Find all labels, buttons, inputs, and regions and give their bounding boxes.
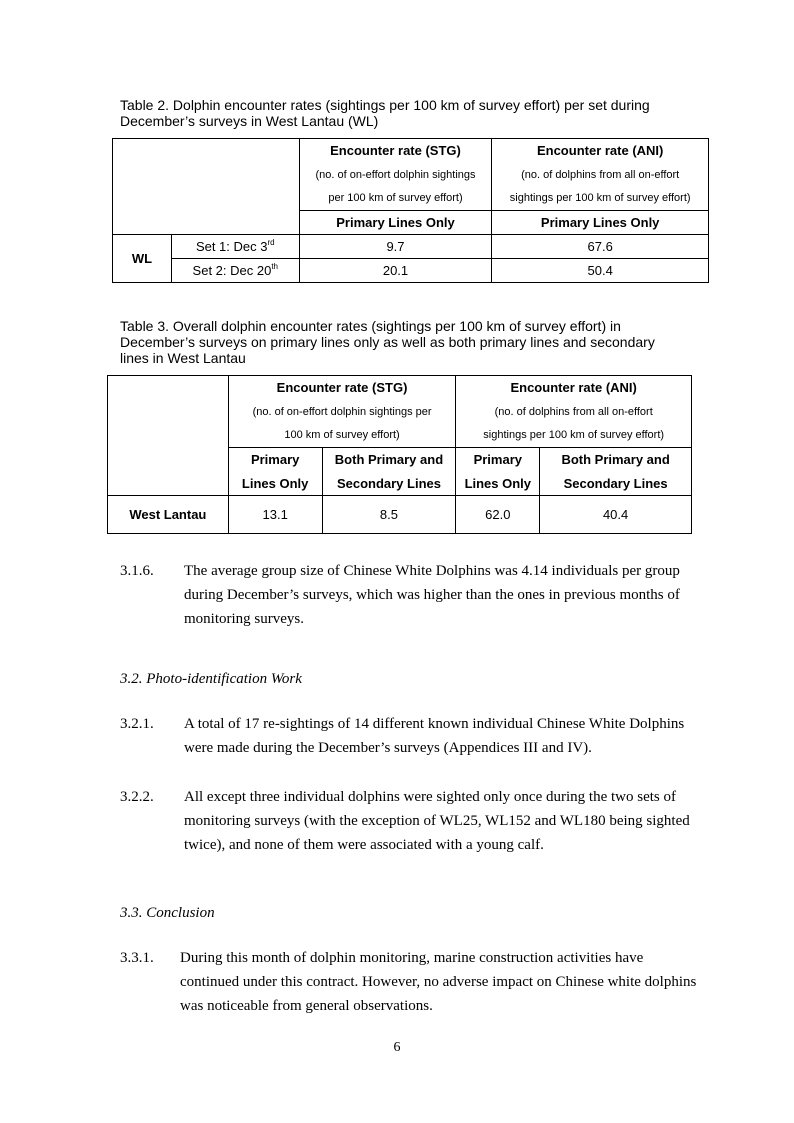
table3-stg-header: Encounter rate (STG): [228, 376, 456, 400]
table3-row-label: West Lantau: [108, 496, 229, 534]
table2-ani-value: 50.4: [492, 259, 709, 283]
table-row: [108, 496, 692, 534]
table2-stg-header: Encounter rate (STG): [299, 139, 492, 163]
table3-caption-line3: lines in West Lantau: [120, 350, 246, 366]
table-row: [113, 259, 709, 283]
table2-set-label: [171, 259, 299, 283]
table2-caption: [120, 97, 710, 129]
table2-ani-subtitle-1: (no. of dolphins from all on-effort: [492, 163, 709, 187]
table2-stg-value: 9.7: [299, 235, 492, 259]
table2-stg-value: 20.1: [299, 259, 492, 283]
table3-ani-primary-value: 62.0: [456, 496, 540, 534]
paragraph-3-1-6: [120, 559, 720, 631]
table3-stg-both-header-1: Both Primary and: [322, 448, 456, 472]
set-name: Set 2: Dec 20: [192, 263, 272, 278]
table2-area-label: WL: [113, 235, 172, 283]
table3-stg-both-value: 8.5: [322, 496, 456, 534]
paragraph-text: A total of 17 re-sightings of 14 different known individual Chinese White Dolphins were made during the December’s surveys (Appendices III and IV).: [184, 716, 685, 756]
table3-ani-subtitle-2: sightings per 100 km of survey effort): [456, 424, 692, 448]
paragraph-number: 3.1.6.: [120, 563, 154, 579]
page-number: 6: [393, 1040, 401, 1055]
table3-ani-both-header-1: Both Primary and: [540, 448, 692, 472]
paragraph-number: 3.3.1.: [120, 950, 154, 966]
table3-ani-header: Encounter rate (ANI): [456, 376, 692, 400]
table2-stg-subtitle-1: (no. of on-effort dolphin sightings: [299, 163, 492, 187]
section-heading-3-2: 3.2. Photo-identification Work: [120, 671, 302, 687]
table3-stg-primary-header-1: Primary: [228, 448, 322, 472]
table3-caption-line1: Table 3. Overall dolphin encounter rates (sightings per 100 km of survey effort) in: [120, 318, 621, 334]
table3-empty-corner: [108, 376, 229, 496]
table2-caption-line2: December’s surveys in West Lantau (WL): [120, 113, 379, 129]
table3-stg-subtitle-2: 100 km of survey effort): [228, 424, 456, 448]
paragraph-3-2-1: [120, 712, 720, 760]
table3-ani-both-header-2: Secondary Lines: [540, 472, 692, 496]
paragraph-number: 3.2.2.: [120, 789, 154, 805]
table3-stg-both-header-2: Secondary Lines: [322, 472, 456, 496]
paragraph-3-2-2: [120, 785, 720, 857]
table2-set-label: [171, 235, 299, 259]
table3-ani-subtitle-1: (no. of dolphins from all on-effort: [456, 400, 692, 424]
table3-stg-subtitle-1: (no. of on-effort dolphin sightings per: [228, 400, 456, 424]
paragraph-text: During this month of dolphin monitoring, marine construction activities have continued under this contract. However, no adverse impact on Chinese white dolphins was noticeable from general observations.: [180, 950, 697, 1014]
table2-ani-header: Encounter rate (ANI): [492, 139, 709, 163]
table2-stg-subtitle-2: per 100 km of survey effort): [299, 187, 492, 211]
ordinal-suffix: th: [271, 262, 278, 271]
table2-ani-value: 67.6: [492, 235, 709, 259]
table-row: [113, 235, 709, 259]
table3-ani-both-value: 40.4: [540, 496, 692, 534]
ordinal-suffix: rd: [267, 238, 275, 247]
table2-caption-line1: Table 2. Dolphin encounter rates (sightings per 100 km of survey effort) per set during: [120, 97, 650, 113]
paragraph-text: All except three individual dolphins were sighted only once during the two sets of monitoring surveys (with the exception of WL25, WL152 and WL180 being sighted twice), and none of them were associated with a young calf.: [184, 789, 690, 853]
table3-ani-primary-header-2: Lines Only: [456, 472, 540, 496]
table3-stg-primary-header-2: Lines Only: [228, 472, 322, 496]
paragraph-3-3-1: [120, 946, 720, 1018]
table3-stg-primary-value: 13.1: [228, 496, 322, 534]
table2-stg-primary-header: Primary Lines Only: [299, 211, 492, 235]
table3-caption-line2: December’s surveys on primary lines only as well as both primary lines and secondary: [120, 334, 655, 350]
table3: [107, 375, 692, 534]
table2-ani-primary-header: Primary Lines Only: [492, 211, 709, 235]
table2-ani-subtitle-2: sightings per 100 km of survey effort): [492, 187, 709, 211]
paragraph-text: The average group size of Chinese White Dolphins was 4.14 individuals per group during December’s surveys, which was higher than the ones in previous months of monitoring surveys.: [184, 563, 680, 627]
table3-caption: [120, 318, 710, 366]
table3-ani-primary-header-1: Primary: [456, 448, 540, 472]
table2-empty-corner: [113, 139, 300, 235]
set-name: Set 1: Dec 3: [195, 239, 268, 254]
paragraph-number: 3.2.1.: [120, 716, 154, 732]
section-heading-3-3: 3.3. Conclusion: [120, 905, 215, 921]
table2: [112, 138, 709, 283]
